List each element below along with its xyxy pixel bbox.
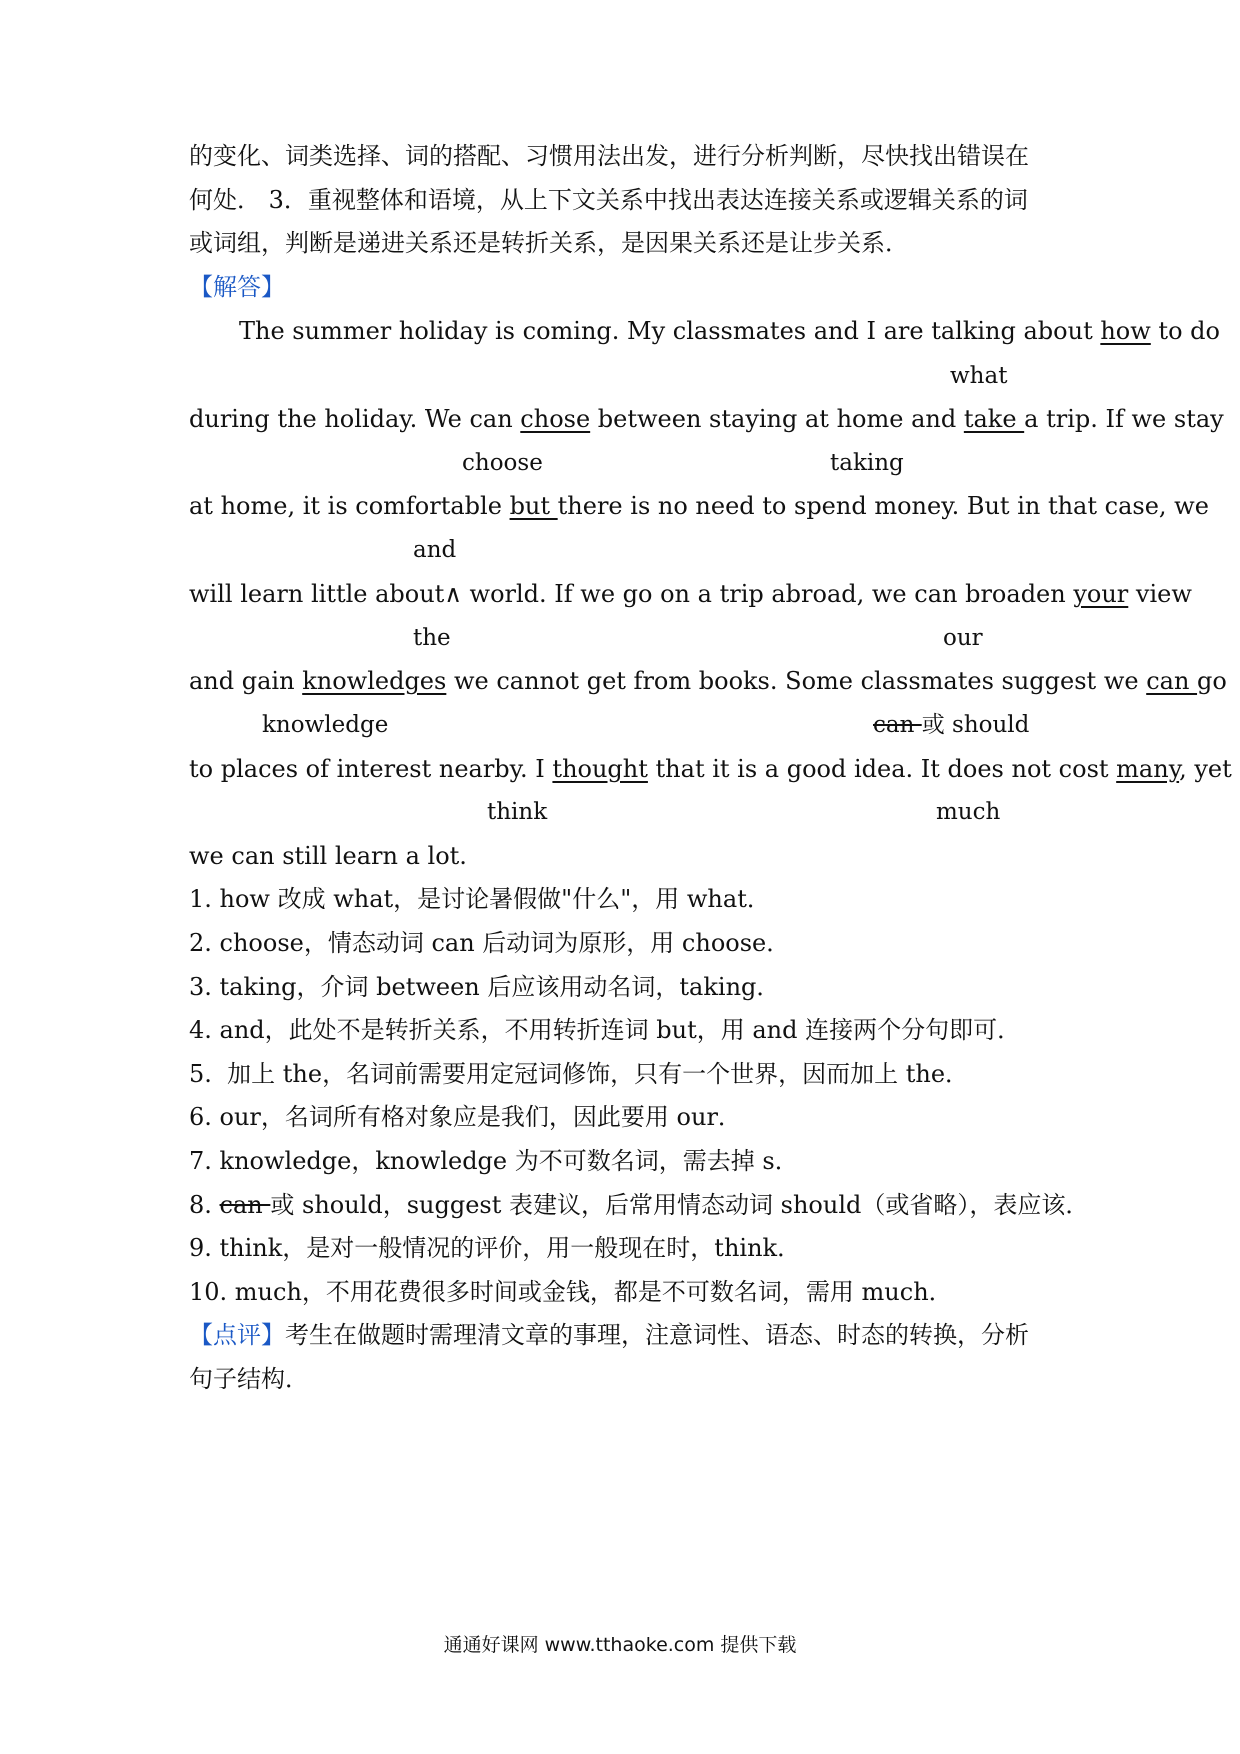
- passage-text: to places of interest nearby. I: [189, 755, 553, 783]
- correction-5: the: [413, 625, 451, 651]
- explanation-9: 9. think，是对一般情况的评价，用一般现在时，think．: [189, 1234, 802, 1262]
- page-footer: 通通好课网 www.tthaoke.com 提供下载: [443, 1634, 797, 1656]
- explanation-3: 3. taking，介词 between 后应该用动名词，taking．: [189, 973, 781, 1001]
- passage-text: will learn little about: [189, 580, 445, 608]
- correction-4: and: [413, 537, 457, 563]
- passage-line-2: [189, 404, 1224, 434]
- correction-10: much: [936, 799, 1001, 825]
- correction-7: knowledge: [262, 712, 389, 738]
- correction-3: taking: [830, 450, 904, 476]
- passage-line-6: [189, 754, 1232, 784]
- insert-caret-icon: ∧: [444, 580, 462, 608]
- passage-text: during the holiday. We can: [189, 405, 521, 433]
- error-word: your: [1073, 580, 1129, 608]
- passage-line-4: [189, 579, 1192, 609]
- struck-word: can: [873, 712, 922, 738]
- explanation-7: 7. knowledge，knowledge 为不可数名词，需去掉 s．: [189, 1147, 799, 1175]
- error-word: knowledges: [302, 667, 447, 695]
- error-word: thought: [552, 755, 648, 783]
- explanation-8: [189, 1190, 1089, 1220]
- error-word: many: [1116, 755, 1180, 783]
- answer-heading: 【解答】: [189, 273, 285, 301]
- correction-text: 或 should: [921, 712, 1030, 738]
- passage-line-7: we can still learn a lot.: [189, 842, 467, 870]
- passage-text: there is no need to spend money. But in that case, we: [557, 492, 1209, 520]
- intro-line-2: 何处． 3．重视整体和语境，从上下文关系中找出表达连接关系或逻辑关系的词: [189, 186, 1028, 214]
- explanation-2: 2. choose，情态动词 can 后动词为原形，用 choose．: [189, 929, 791, 957]
- passage-text: view: [1128, 580, 1192, 608]
- passage-text: between staying at home and: [590, 405, 964, 433]
- passage-text: The summer holiday is coming. My classmates and I are talking about: [239, 317, 1101, 345]
- comment-line-2: 句子结构．: [189, 1365, 309, 1393]
- passage-text: go: [1197, 667, 1227, 695]
- passage-line-5: [189, 666, 1227, 696]
- comment-text: 考生在做题时需理清文章的事理，注意词性、语态、时态的转换，分析: [285, 1321, 1029, 1349]
- passage-text: and gain: [189, 667, 303, 695]
- passage-text: at home, it is comfortable: [189, 492, 510, 520]
- correction-1: what: [950, 363, 1008, 389]
- explanation-4: 4. and，此处不是转折关系，不用转折连词 but，用 and 连接两个分句即可．: [189, 1016, 1022, 1044]
- correction-2: choose: [462, 450, 543, 476]
- comment-line-1: [189, 1320, 1029, 1350]
- passage-line-3: [189, 491, 1209, 521]
- passage-text: that it is a good idea. It does not cost: [647, 755, 1117, 783]
- error-word: take: [963, 405, 1025, 433]
- explanation-5: 5. 加上 the，名词前需要用定冠词修饰，只有一个世界，因而加上 the．: [189, 1060, 970, 1088]
- correction-6: our: [943, 625, 983, 651]
- explanation-1: 1. how 改成 what，是讨论暑假做"什么"，用 what．: [189, 885, 771, 913]
- passage-text: , yet: [1179, 755, 1232, 783]
- struck-word: can: [219, 1191, 271, 1219]
- comment-heading: 【点评】: [189, 1321, 285, 1349]
- error-word: but: [509, 492, 558, 520]
- passage-text: we cannot get from books. Some classmates suggest we: [446, 667, 1147, 695]
- error-word: can: [1146, 667, 1198, 695]
- explanation-10: 10. much，不用花费很多时间或金钱，都是不可数名词，需用 much．: [189, 1278, 953, 1306]
- passage-text: a trip. If we stay: [1024, 405, 1224, 433]
- error-word: chose: [520, 405, 591, 433]
- passage-line-1: [239, 316, 1220, 346]
- intro-line-3: 或词组，判断是递进关系还是转折关系，是因果关系还是让步关系．: [189, 229, 909, 257]
- intro-line-1: 的变化、词类选择、词的搭配、习惯用法出发，进行分析判断，尽快找出错误在: [189, 142, 1029, 170]
- passage-text: world. If we go on a trip abroad, we can broaden: [461, 580, 1074, 608]
- error-word: how: [1100, 317, 1151, 345]
- explanation-6: 6. our，名词所有格对象应是我们，因此要用 our．: [189, 1103, 742, 1131]
- correction-8: [873, 710, 1029, 740]
- explanation-number: 8.: [189, 1191, 220, 1219]
- explanation-text: 或 should，suggest 表建议，后常用情态动词 should（或省略），表应该．: [270, 1191, 1090, 1219]
- correction-9: think: [487, 799, 548, 825]
- passage-text: to do: [1150, 317, 1220, 345]
